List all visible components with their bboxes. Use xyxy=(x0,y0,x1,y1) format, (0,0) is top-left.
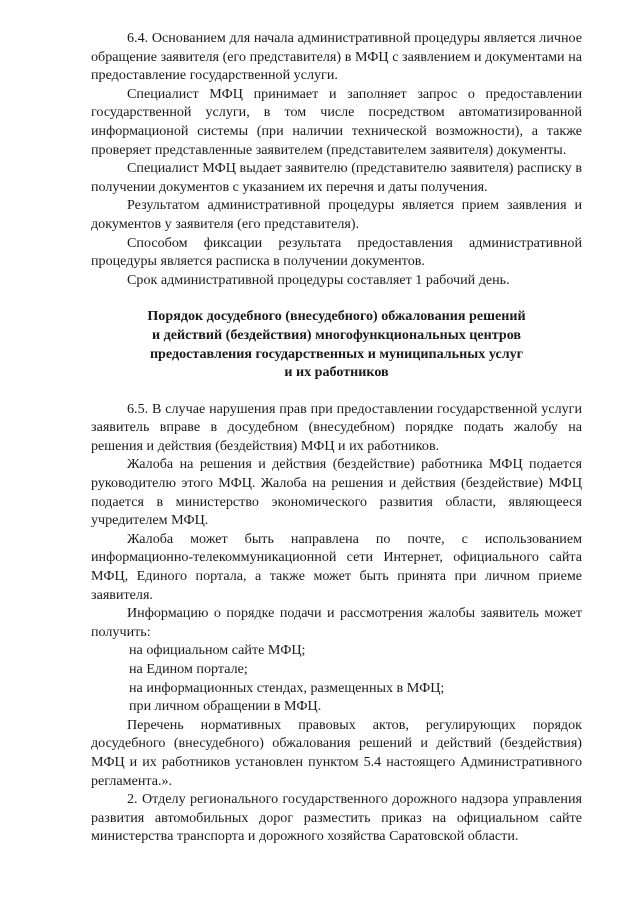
paragraph-complaint-info: Информацию о порядке подачи и рассмотрения жалобы заявитель может получить: xyxy=(91,605,582,640)
paragraph-6-4: 6.4. Основанием для начала административной процедуры является личное обращение заявителя (его представителя) в МФЦ с заявлением и документами на предоставление государственной услуги. xyxy=(91,30,582,84)
list-item: на Едином портале; xyxy=(129,661,248,677)
section-heading-line: Порядок досудебного (внесудебного) обжалования решений xyxy=(147,308,526,325)
document-body xyxy=(91,29,582,846)
paragraph-mfc-specialist-accepts: Специалист МФЦ принимает и заполняет запрос о предоставлении государственной услуги, в том числе посредством автоматизированной информационой системы (при наличии технической возможности), а также проверяет представленные заявителем (представителем заявителя) документы. xyxy=(91,85,582,158)
section-heading xyxy=(91,307,582,381)
paragraph-complaint-channels: Жалоба может быть направлена по почте, с использованием информационно-телекоммуникационной сети Интернет, официального сайта МФЦ, Единого портала, а также может быть принята при личном приеме заявителя. xyxy=(91,530,582,603)
paragraph-6-5: 6.5. В случае нарушения прав при предоставлении государственной услуги заявитель вправе в досудебном (внесудебном) порядке подать жалобу на решения и действия (бездействия) МФЦ и их работников. xyxy=(91,400,582,454)
list-item: на официальном сайте МФЦ; xyxy=(129,642,306,659)
paragraph-order-publication: 2. Отделу регионального государственного дорожного надзора управления развития автомобильных дорог разместить приказ на официальном сайте министерства транспорта и дорожного хозяйства Саратовской области. xyxy=(91,791,582,845)
section-heading-line: и их работников xyxy=(284,364,389,381)
paragraph-mfc-specialist-receipt: Специалист МФЦ выдает заявителю (представителю заявителя) расписку в получении документов с указанием их перечня и даты получения. xyxy=(91,160,582,195)
list-item: на информационных стендах, размещенных в МФЦ; xyxy=(129,679,445,696)
list-item: при личном обращении в МФЦ. xyxy=(129,698,322,715)
paragraph-procedure-term: Срок административной процедуры составляет 1 рабочий день. xyxy=(127,271,510,288)
section-heading-line: предоставления государственных и муниципальных услуг xyxy=(149,345,524,362)
paragraph-complaint-addressee: Жалоба на решения и действия (бездействие) работника МФЦ подается руководителю этого МФЦ. Жалоба на решения и действия (бездействие) МФЦ подается в министерство экономического развития области, являющееся учредителем МФЦ. xyxy=(91,456,582,529)
paragraph-regulations-list: Перечень нормативных правовых актов, регулирующих порядок досудебного (внесудебного) обжалования решений и действий (бездействия) МФЦ и их работников установлен пунктом 5.4 настоящего Административного регламента.». xyxy=(91,716,582,789)
paragraph-procedure-result: Результатом административной процедуры является прием заявления и документов у заявителя (его представителя). xyxy=(91,197,582,232)
paragraph-result-fixation: Способом фиксации результата предоставления административной процедуры является расписка в получении документов. xyxy=(91,234,582,270)
section-heading-line: и действий (бездействия) многофункциональных центров xyxy=(151,326,522,343)
